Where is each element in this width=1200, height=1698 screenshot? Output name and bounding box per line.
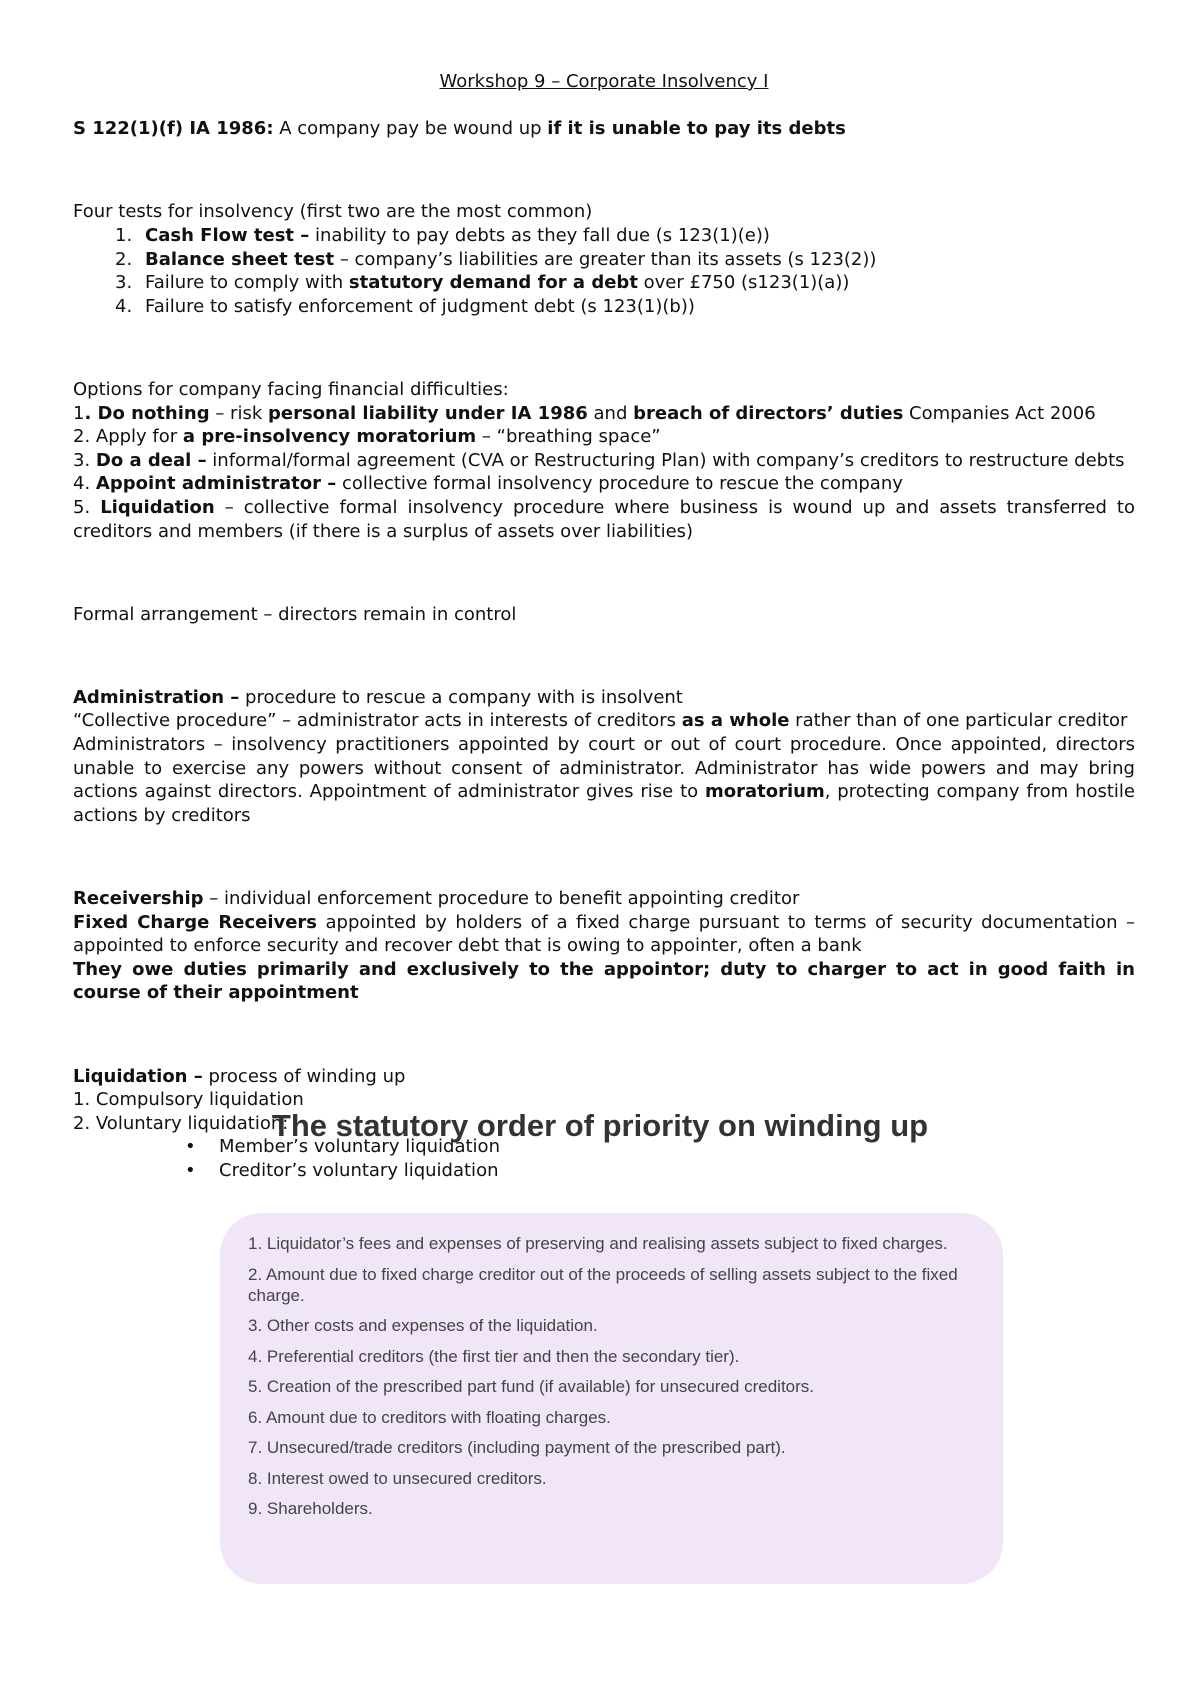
numbered-list-item: [73, 248, 1135, 272]
bullet-icon: •: [185, 1159, 196, 1181]
paragraph: [73, 402, 1135, 426]
bold-text: personal liability under IA 1986: [267, 402, 588, 424]
priority-item: 3. Other costs and expenses of the liquidation.: [248, 1316, 598, 1335]
text: A company pay be wound up: [273, 118, 548, 140]
spacer: [73, 336, 1135, 360]
numbered-list-item: [73, 271, 1135, 295]
text: 1. Compulsory liquidation: [73, 1089, 304, 1111]
paragraphs: [73, 117, 1135, 1182]
text: inability to pay debts as they fall due (s 123(1)(e)): [309, 224, 770, 246]
bold-text: . Do nothing: [84, 402, 210, 424]
text: , protecting company from hostile actions by creditors: [73, 781, 1135, 826]
paragraph: [73, 733, 1135, 827]
text: Member’s voluntary liquidation: [219, 1136, 500, 1158]
text: appointed by holders of a fixed charge pursuant to terms of security documentation – appointed to enforce security and recover debt that is owing to appointer, often a bank: [73, 911, 1135, 957]
priority-item: 5. Creation of the prescribed part fund (if available) for unsecured creditors.: [248, 1377, 815, 1396]
paragraph: [73, 911, 1135, 958]
text: “Collective procedure” – administrator acts in interests of creditors: [73, 710, 682, 732]
paragraph: [73, 709, 1135, 733]
text: process of winding up: [202, 1065, 406, 1087]
bold-text: moratorium: [705, 781, 825, 803]
bold-text: Fixed Charge Receivers: [73, 911, 318, 933]
list-number: 1.: [115, 224, 133, 246]
paragraph: [73, 958, 1135, 1005]
numbered-list-item: [73, 295, 1135, 319]
bold-text: as a whole: [681, 710, 790, 732]
paragraph: [73, 887, 1135, 911]
bold-text: Receivership: [73, 888, 204, 910]
paragraph: [73, 449, 1135, 473]
paragraph: [73, 472, 1135, 496]
paragraph: [73, 200, 1135, 224]
bold-text: Liquidation –: [73, 1065, 203, 1087]
paragraph: [73, 1065, 1135, 1089]
spacer: [73, 644, 1135, 668]
list-number: 2.: [115, 248, 133, 270]
bold-text: a pre-insolvency moratorium: [182, 426, 477, 448]
text: and: [587, 402, 634, 424]
spacer: [73, 94, 1135, 118]
bold-text: S 122(1)(f) IA 1986:: [73, 118, 274, 140]
priority-item: 8. Interest owed to unsecured creditors.: [248, 1468, 547, 1488]
text: 1: [73, 402, 85, 424]
bold-text: Balance sheet test: [145, 248, 335, 270]
paragraph: [73, 603, 1135, 627]
bold-text: if it is unable to pay its debts: [547, 118, 846, 140]
bold-text: They owe duties primarily and exclusively to the appointor; duty to charger to act in good faith in course of their appointment: [73, 958, 1135, 1004]
priority-order-box: [220, 1213, 1003, 1584]
figure-title: The statutory order of priority on winding up: [271, 1108, 929, 1143]
spacer: [73, 1023, 1135, 1047]
bold-text: Administration –: [73, 686, 240, 708]
text: – company’s liabilities are greater than its assets (s 123(2)): [334, 248, 877, 270]
bold-text: Do a deal –: [95, 449, 207, 471]
text: Formal arrangement – directors remain in control: [73, 603, 517, 625]
text: over £750 (s123(1)(a)): [637, 272, 850, 294]
bullet-list-item: [73, 1159, 1135, 1183]
priority-item: 2. Amount due to fixed charge creditor out of the proceeds of selling assets subject to the fixed charge.: [248, 1264, 958, 1305]
text: 2. Voluntary liquidation:: [73, 1112, 289, 1134]
paragraph: [73, 425, 1135, 449]
text: Companies Act 2006: [903, 402, 1096, 424]
document-title: Workshop 9 – Corporate Insolvency I: [439, 71, 769, 92]
paragraph: [73, 686, 1135, 710]
bold-text: statutory demand for a debt: [348, 272, 638, 294]
spacer: [73, 159, 1135, 183]
paragraph: [73, 378, 1135, 402]
text: Failure to comply with: [145, 272, 349, 294]
text: rather than of one particular creditor: [789, 710, 1128, 732]
paragraph: [73, 117, 1135, 141]
text: 5.: [73, 496, 101, 518]
text: 3.: [73, 449, 96, 471]
priority-item: 1. Liquidator’s fees and expenses of preserving and realising assets subject to fixed charges.: [248, 1234, 948, 1253]
text: procedure to rescue a company with is insolvent: [239, 686, 683, 708]
bullet-icon: •: [185, 1136, 196, 1158]
text: Failure to satisfy enforcement of judgment debt (s 123(1)(b)): [145, 295, 695, 317]
text: – “breathing space”: [476, 426, 661, 448]
bold-text: breach of directors’ duties: [633, 402, 904, 424]
priority-item: 4. Preferential creditors (the first tier and then the secondary tier).: [248, 1346, 740, 1366]
list-number: 3.: [115, 272, 133, 294]
priority-item: 9. Shareholders.: [248, 1499, 373, 1518]
text: – collective formal insolvency procedure where business is wound up and assets transferred to creditors and members (if there is a surplus of assets over liabilities): [73, 496, 1135, 542]
spacer: [73, 561, 1135, 585]
bold-text: Appoint administrator –: [95, 473, 337, 495]
paragraph: [73, 496, 1135, 543]
priority-item: 7. Unsecured/trade creditors (including payment of the prescribed part).: [248, 1438, 786, 1457]
spacer: [73, 845, 1135, 869]
text: 4.: [73, 473, 96, 495]
text: – individual enforcement procedure to benefit appointing creditor: [203, 888, 800, 910]
document-body: [73, 70, 1135, 1183]
text: Administrators – insolvency practitioners appointed by court or out of court procedure. Once appointed, directors unable to exercise any powers without consent of administrator. Administrator has wide powers and may bring actions against directors. Appointment of administrator gives rise to: [73, 734, 1135, 803]
text: – risk: [209, 402, 268, 424]
bold-text: Cash Flow test –: [145, 224, 310, 246]
numbered-list-item: [73, 224, 1135, 248]
priority-list: [220, 1213, 1003, 1519]
bold-text: Liquidation: [100, 496, 215, 518]
text: informal/formal agreement (CVA or Restructuring Plan) with company’s creditors to restructure debts: [206, 449, 1125, 471]
text: Options for company facing financial difficulties:: [73, 378, 509, 400]
priority-item: 6. Amount due to creditors with floating charges.: [248, 1407, 611, 1427]
text: Four tests for insolvency (first two are the most common): [73, 201, 593, 223]
list-number: 4.: [115, 295, 133, 317]
text: Creditor’s voluntary liquidation: [219, 1159, 499, 1181]
text: collective formal insolvency procedure to rescue the company: [336, 473, 903, 495]
text: 2. Apply for: [73, 426, 183, 448]
